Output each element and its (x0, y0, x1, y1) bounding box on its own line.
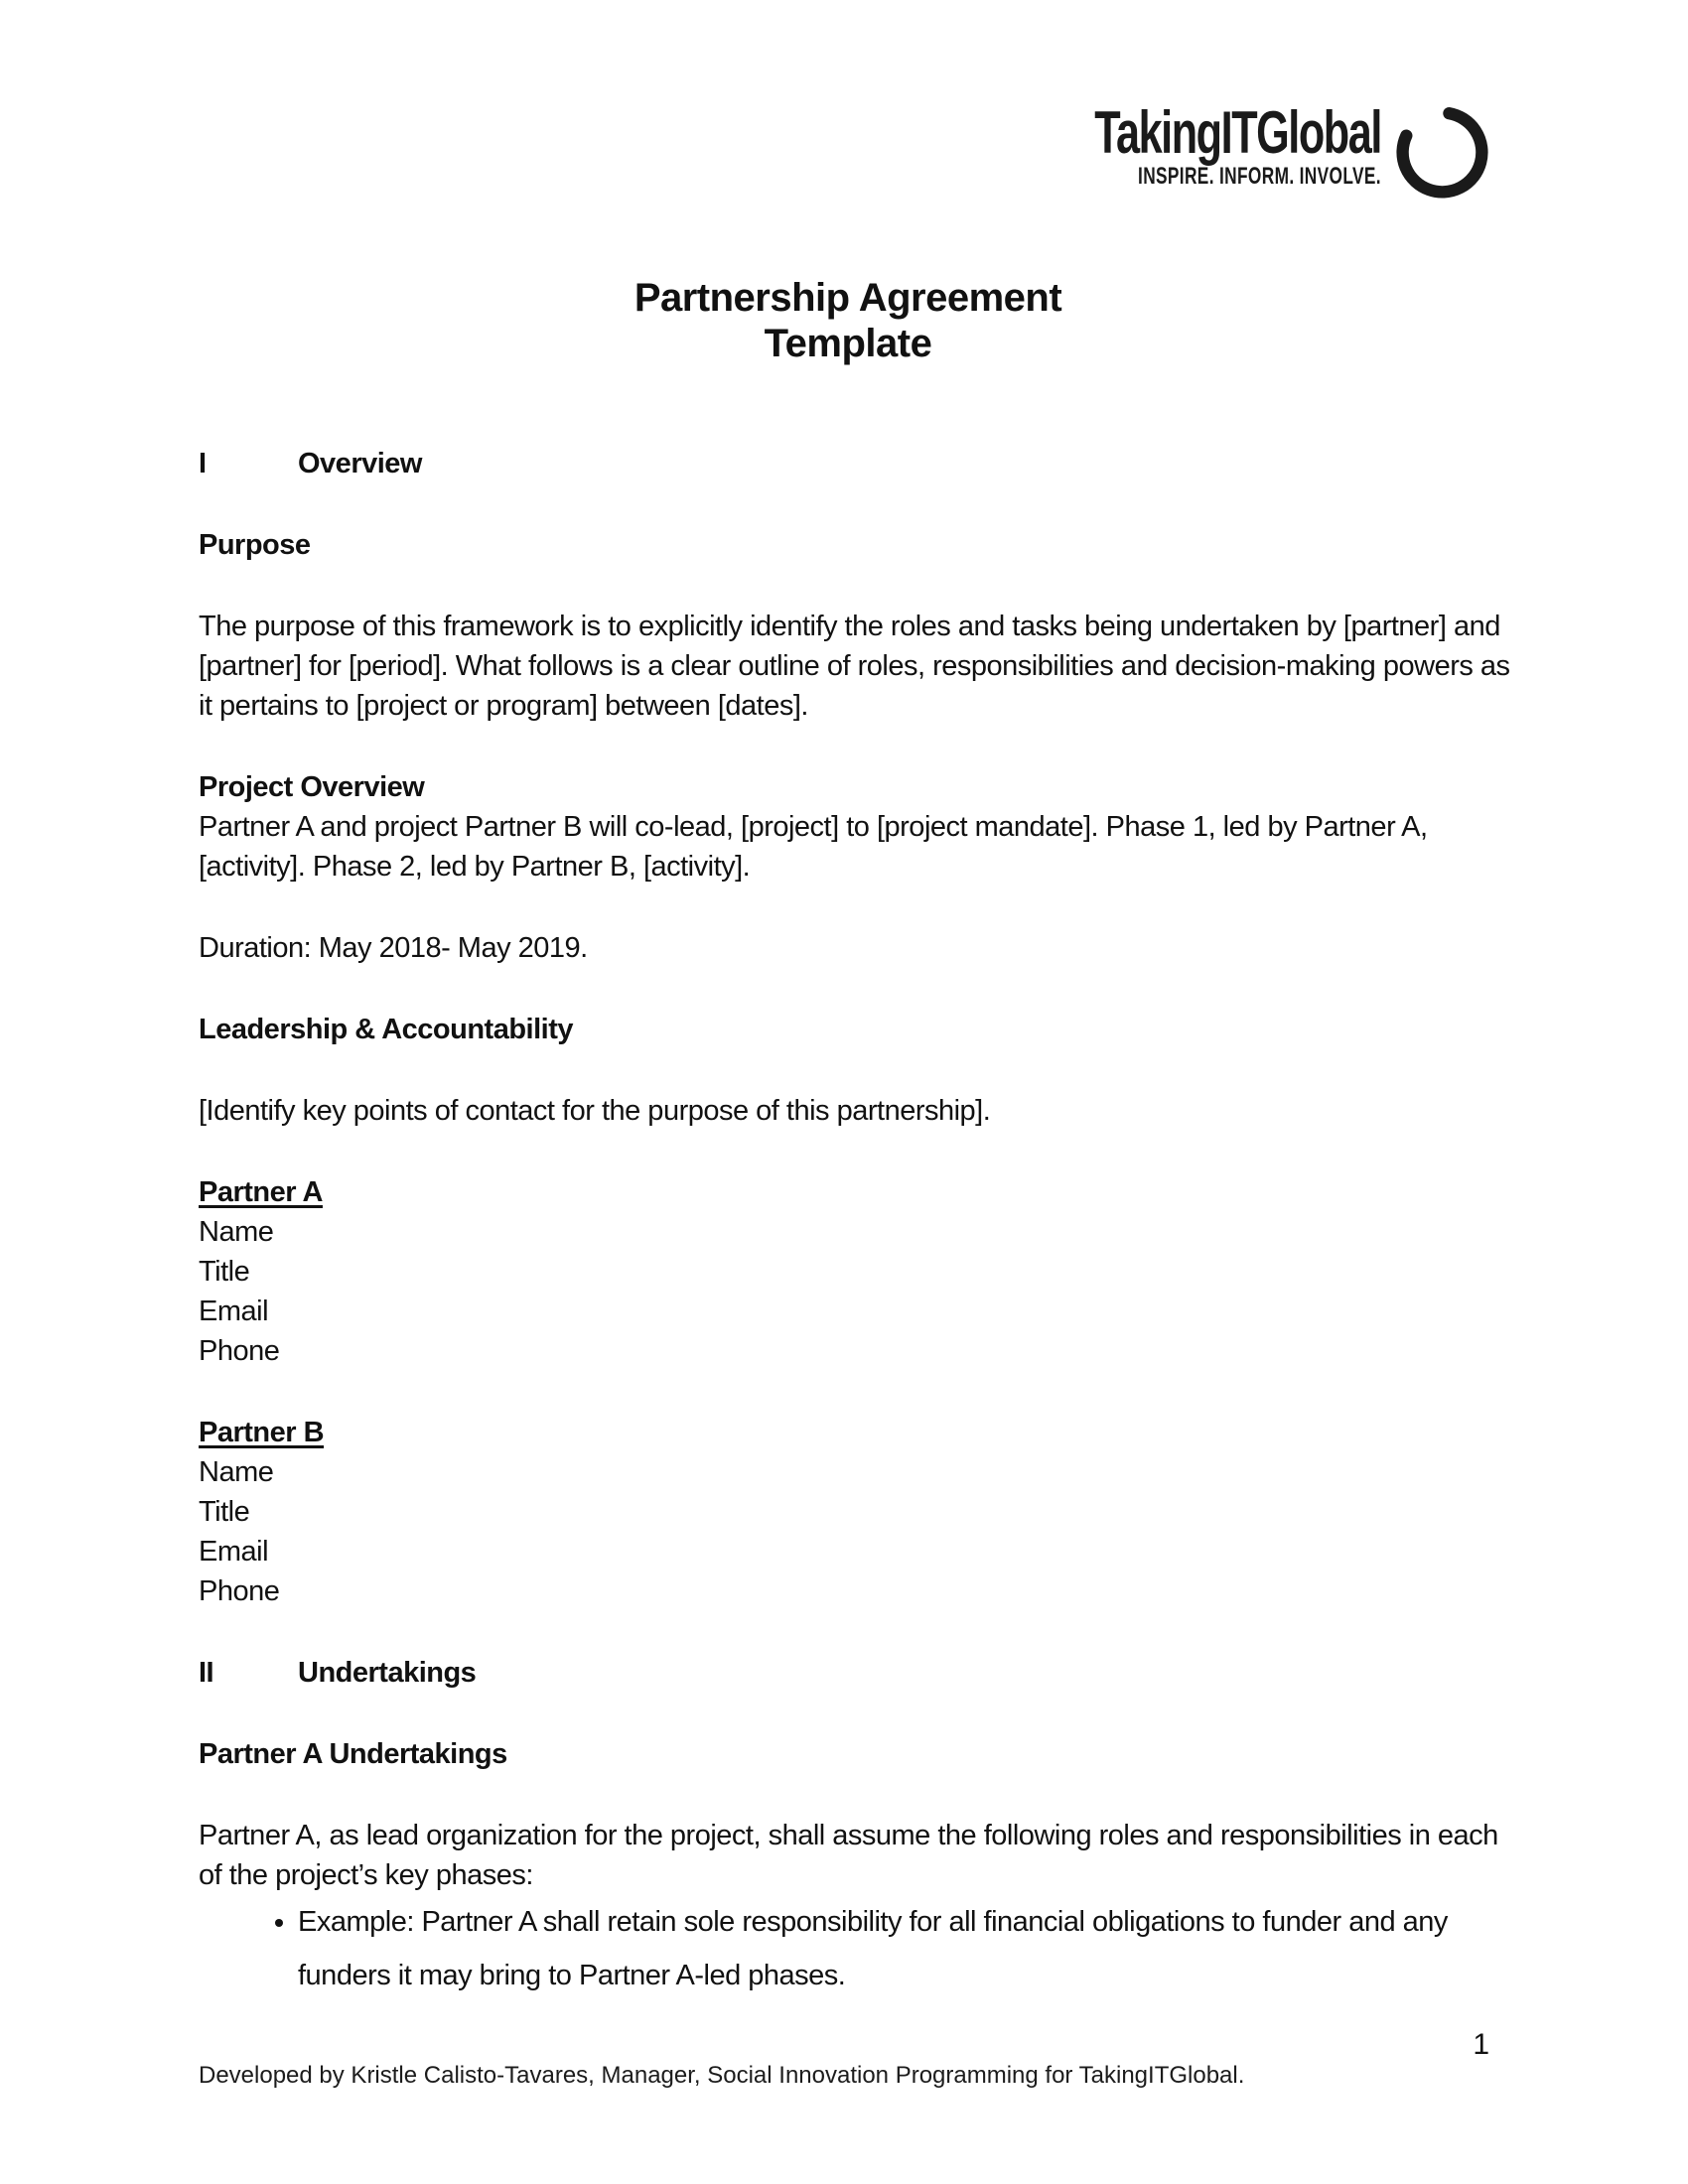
duration-line: Duration: May 2018- May 2019. (199, 932, 588, 964)
section-heading-undertakings (199, 1653, 1519, 1693)
title-line-1: Partnership Agreement (633, 276, 1062, 320)
logo-tagline: INSPIRE. INFORM. INVOLVE. (1138, 163, 1381, 190)
bullet-item: • Example: Partner A shall retain sole responsibility for all financial obligations to funder and any funders it may bring to Partner A-led phases. (298, 1895, 1519, 2002)
partner-b-heading: Partner B (199, 1417, 325, 1448)
partner-a-field-phone: Phone (199, 1335, 280, 1367)
partner-b-field-phone: Phone (199, 1575, 280, 1607)
section-label: Undertakings (298, 1657, 477, 1689)
partner-a-field-title: Title (199, 1256, 250, 1288)
partner-a-undertakings-paragraph: Partner A, as lead organization for the project, shall assume the following roles and responsibilities in each of the project’s key phases: (199, 1820, 1498, 1891)
project-overview-heading: Project Overview (199, 771, 425, 803)
partner-b-field-title: Title (199, 1496, 250, 1528)
partner-b-field-email: Email (199, 1536, 269, 1568)
partner-a-undertakings-heading: Partner A Undertakings (199, 1738, 507, 1770)
logo-text (1094, 99, 1381, 190)
enso-swirl-icon (1395, 105, 1489, 200)
section-number: I (199, 448, 207, 479)
logo-brand-wordmark: TakingITGlobal (1094, 99, 1381, 166)
title-line-2: Template (764, 322, 932, 365)
leadership-paragraph: [Identify key points of contact for the purpose of this partnership]. (199, 1095, 991, 1127)
page-number: 1 (1473, 2028, 1489, 2061)
partner-a-field-name: Name (199, 1216, 274, 1248)
purpose-heading: Purpose (199, 529, 311, 561)
leadership-heading: Leadership & Accountability (199, 1014, 573, 1045)
takingitglobal-logo (983, 99, 1489, 200)
document-title (199, 275, 1519, 366)
section-heading-overview (199, 444, 1519, 483)
section-number: II (199, 1657, 214, 1689)
partner-b-field-name: Name (199, 1456, 274, 1488)
project-overview-paragraph: Partner A and project Partner B will co-lead, [project] to [project mandate]. Phase 1, led by Partner A, [activity]. Phase 2, led by Partner B, [activity]. (199, 811, 1428, 883)
undertakings-bullet-list (199, 1895, 1519, 2002)
partner-a-heading: Partner A (199, 1176, 323, 1208)
partner-b-contact-fields (199, 1452, 1519, 1611)
purpose-paragraph: The purpose of this framework is to explicitly identify the roles and tasks being undertaken by [partner] and [partner] for [period]. What follows is a clear outline of roles, responsibilities and decision-making powers as it pertains to [project or program] between [dates]. (199, 611, 1510, 722)
section-label: Overview (298, 448, 422, 479)
footer-credit: Developed by Kristle Calisto-Tavares, Manager, Social Innovation Programming for TakingITGlobal. (199, 2062, 1245, 2089)
partner-a-field-email: Email (199, 1296, 269, 1327)
partner-a-contact-fields (199, 1212, 1519, 1371)
